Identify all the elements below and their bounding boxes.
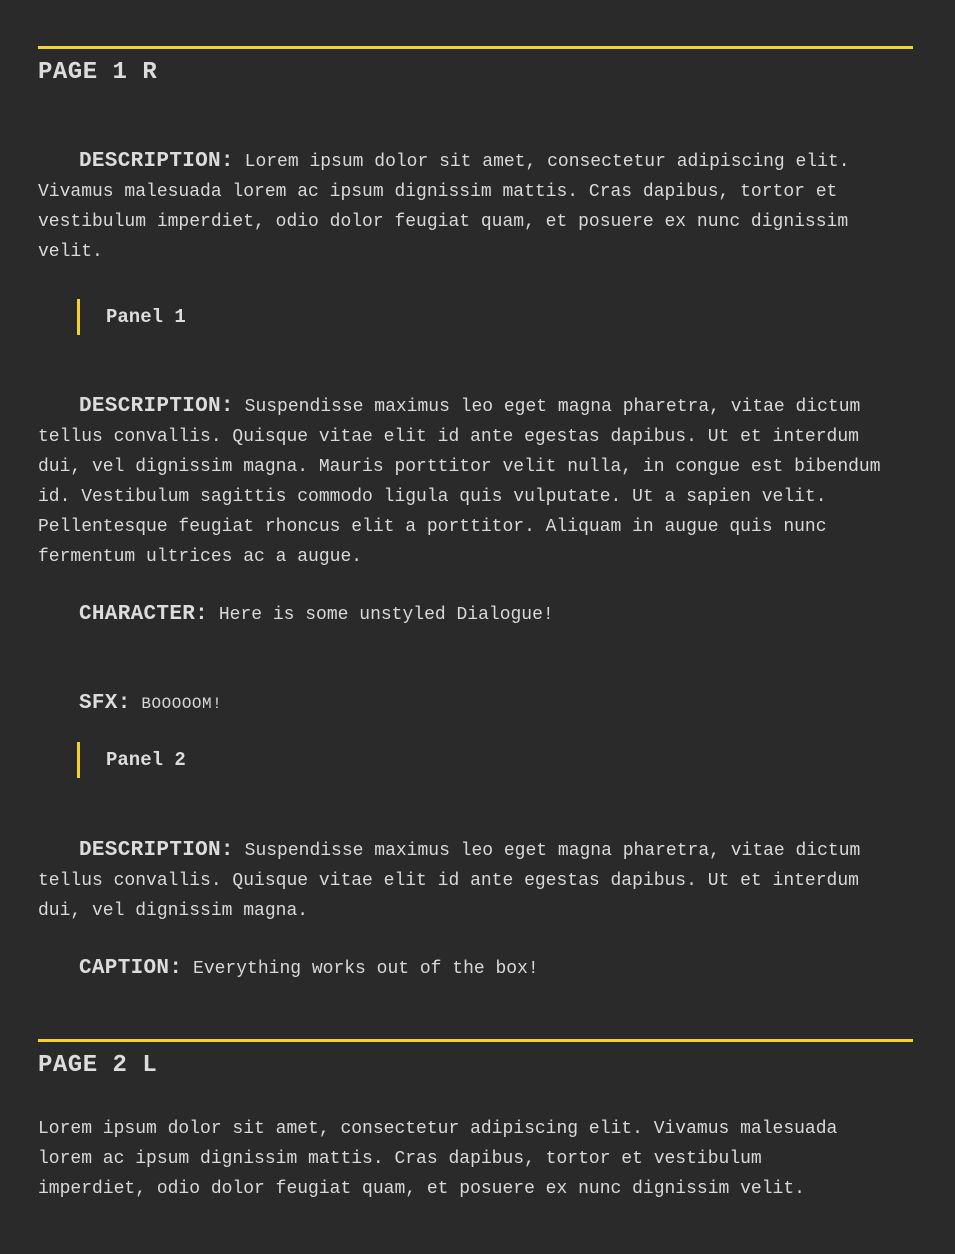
description-text: Suspendisse maximus leo eget magna pharetra, vitae dictum tellus convallis. Quisque vitae elit id ante egestas dapibus. Ut et interdum dui, vel dignissim magna. xyxy=(38,841,861,921)
description-label: DESCRIPTION: xyxy=(79,839,234,862)
caption-line xyxy=(79,954,539,984)
description-text: Suspendisse maximus leo eget magna pharetra, vitae dictum tellus convallis. Quisque vitae elit id ante egestas dapibus. Ut et interdum dui, vel dignissim magna. Mauris porttitor velit nulla, in congue est bibendum id. Vestibulum sagittis commodo ligula quis vulputate. Ut a sapien velit. Pellentesque feugiat rhoncus elit a porttitor. Aliquam in augue quis nunc fermentum ultrices ac a augue. xyxy=(38,397,881,567)
character-dialogue xyxy=(79,600,554,630)
body-text: Lorem ipsum dolor sit amet, consectetur adipiscing elit. Vivamus malesuada lorem ac ipsum dignissim mattis. Cras dapibus, tortor et vestibulum imperdiet, odio dolor feugiat quam, et posuere ex nunc dignissim velit. xyxy=(38,1119,838,1199)
character-label: CHARACTER: xyxy=(79,603,209,626)
page-heading: PAGE 1 R xyxy=(38,59,158,86)
page-divider xyxy=(38,46,913,49)
caption-text: Everything works out of the box! xyxy=(193,959,539,979)
caption-label: CAPTION: xyxy=(79,957,183,980)
dialogue-text: Here is some unstyled Dialogue! xyxy=(218,605,554,625)
panel-heading: Panel 1 xyxy=(77,299,186,335)
sfx-line xyxy=(79,689,222,719)
page-divider xyxy=(38,1039,913,1042)
description-block xyxy=(38,147,883,267)
page-heading: PAGE 2 L xyxy=(38,1052,158,1079)
description-block xyxy=(38,392,883,572)
description-block xyxy=(38,836,883,926)
description-label: DESCRIPTION: xyxy=(79,150,234,173)
description-label: DESCRIPTION: xyxy=(79,395,234,418)
description-text: Lorem ipsum dolor sit amet, consectetur adipiscing elit. Vivamus malesuada lorem ac ipsum dignissim mattis. Cras dapibus, tortor et vestibulum imperdiet, odio dolor feugiat quam, et posuere ex nunc dignissim velit. xyxy=(38,152,850,262)
sfx-text: BOOOOOM! xyxy=(141,695,223,713)
sfx-label: SFX: xyxy=(79,692,131,715)
panel-heading: Panel 2 xyxy=(77,742,186,778)
